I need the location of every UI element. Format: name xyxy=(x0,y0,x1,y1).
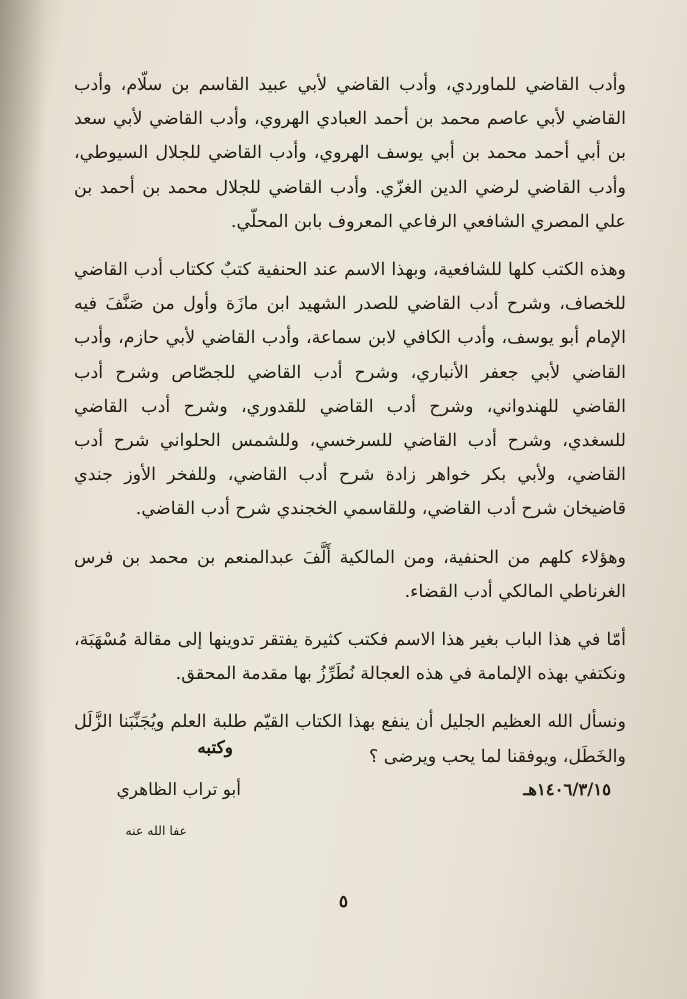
page-number: ٥ xyxy=(338,892,349,912)
signature-date: ١٤٠٦/٣/١٥هـ xyxy=(523,780,611,799)
paragraph-prayer: ونسأل الله العظيم الجليل أن ينفع بهذا الكتاب القيّم طلبة العلم ويُجَنِّبَنا الزَّلَل والخَطَل، ويوفقنا لما يحب ويرضى ؟ xyxy=(74,712,626,767)
page-gutter-shadow xyxy=(0,0,46,999)
paragraph-maliki-books: وهؤلاء كلهم من الحنفية، ومن المالكية أَلَّفَ عبدالمنعم بن محمد بن فرس الغرناطي المالكي أدب القضاء. xyxy=(74,547,626,602)
author-name: أبو تراب الظاهري xyxy=(116,780,241,800)
body-text xyxy=(74,68,626,788)
signed-label: وكتبه xyxy=(197,738,233,758)
paragraph-other-books: أمّا في هذا الباب بغير هذا الاسم فكتب كثيرة يفتقر تدوينها إلى مقالة مُسْهَبَة، ونكتفي بهذه الإلمامة في هذه العجالة نُطَرِّزُ بها مقدمة المحقق. xyxy=(74,630,626,685)
author-prayer: عفا الله عنه xyxy=(125,823,187,838)
paragraph-hanafi-books: وهذه الكتب كلها للشافعية، وبهذا الاسم عند الحنفية كتبٌ ككتاب أدب القاضي للخصاف، وشرح أدب القاضي للصدر الشهيد ابن مازَة وأول من صَنَّفَ فيه الإمام أبو يوسف، وأدب الكافي لابن سماعة، وأدب القاضي لأبي حازم، وأدب القاضي لأبي جعفر الأنباري، وشرح أدب القاضي للجصّاص وشرح أدب القاضي للهندواني، وشرح أدب القاضي للقدوري، وشرح أدب القاضي للسغدي، وشرح أدب القاضي للسرخسي، وللشمس الحلواني شرح أدب القاضي، ولأبي بكر خواهر زادة شرح أدب القاضي، وللفخر الأوز جندي قاضيخان شرح أدب القاضي، وللقاسمي الخجندي شرح أدب القاضي. xyxy=(74,260,626,520)
paragraph-shafii-books: وأدب القاضي للماوردي، وأدب القاضي لأبي عبيد القاسم بن سلّام، وأدب القاضي لأبي عاصم محمد بن أحمد العبادي الهروي، وأدب القاضي لأبي سعد بن أبي أحمد محمد بن أبي يوسف الهروي، وأدب القاضي للجلال السيوطي، وأدب القاضي لرضي الدين الغزّي. وأدب القاضي للجلال محمد بن أحمد بن علي المصري الشافعي الرفاعي المعروف بابن المحلّي. xyxy=(74,75,626,232)
